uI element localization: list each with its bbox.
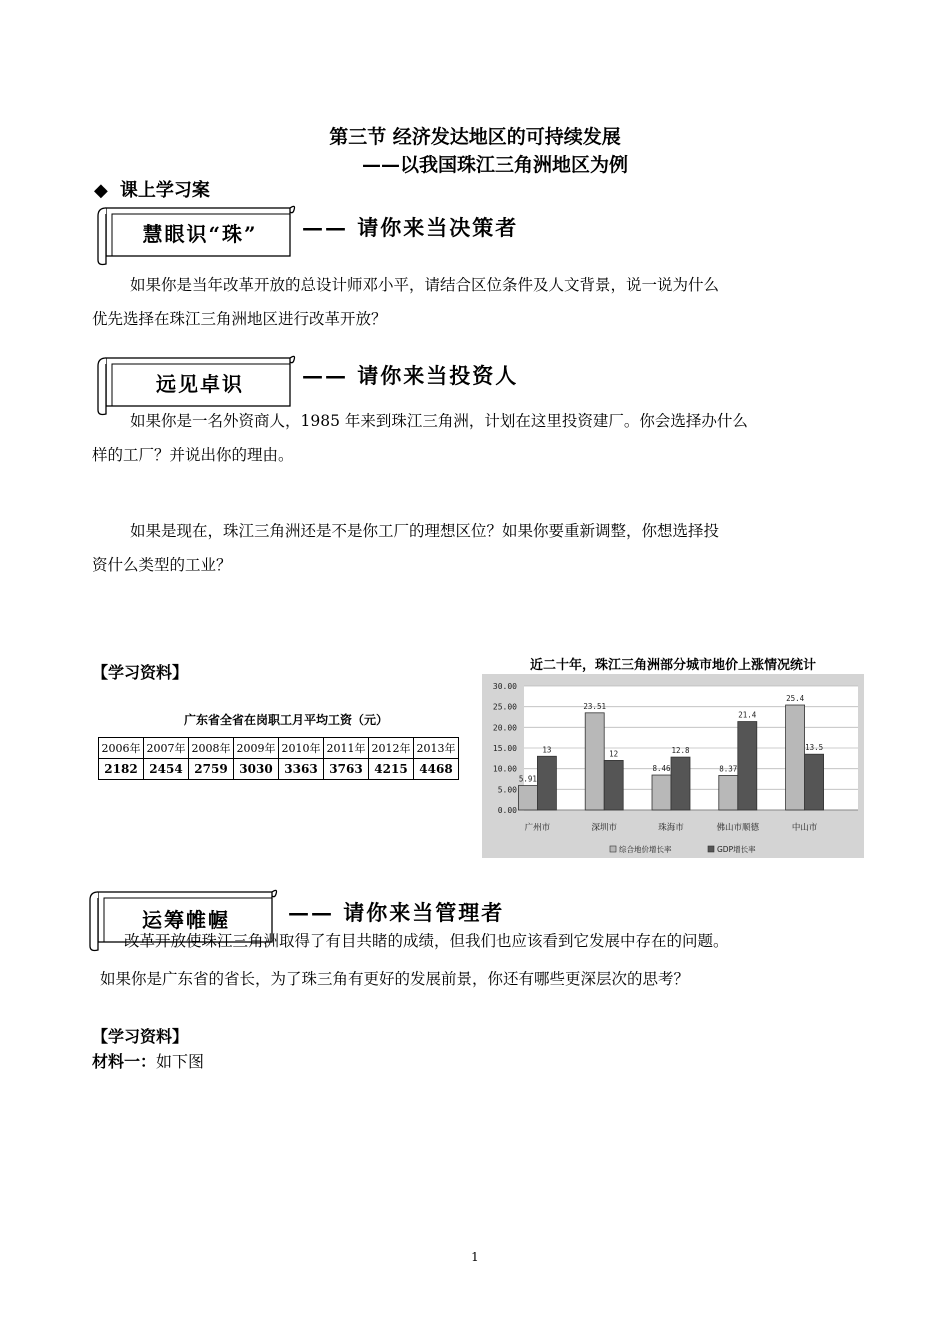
- data-label: 13: [542, 745, 552, 755]
- paragraph-line: 样的工厂？并说出你的理由。: [92, 446, 294, 464]
- paragraph-2: [92, 404, 862, 472]
- scroll-label: 远见卓识: [156, 372, 244, 396]
- table-cell: 2009年: [234, 738, 279, 759]
- y-tick-label: 30.00: [492, 682, 517, 691]
- section-heading: [94, 176, 210, 202]
- table-cell: 2013年: [414, 738, 459, 759]
- data-label: 8.37: [719, 764, 738, 774]
- material-item-text: 如下图: [156, 1052, 205, 1071]
- bar: [585, 713, 604, 810]
- legend-swatch: [708, 846, 714, 852]
- table-cell: 2006年: [99, 738, 144, 759]
- page-subtitle: ——以我国珠江三角洲地区为例: [362, 154, 629, 176]
- table-cell: 2759: [189, 759, 234, 780]
- data-label: 23.51: [583, 701, 606, 711]
- y-tick-label: 15.00: [492, 744, 517, 753]
- table-row: [99, 759, 459, 780]
- role-heading-1: —— 请你来当决策者: [302, 215, 519, 240]
- land-price-chart: [482, 674, 864, 858]
- table-caption: 广东省全省在岗职工月平均工资（元）: [183, 713, 388, 727]
- legend-swatch: [610, 846, 616, 852]
- table-cell: 2010年: [279, 738, 324, 759]
- table-cell: 3363: [279, 759, 324, 780]
- paragraph-1: [92, 268, 862, 336]
- material-item: [92, 1049, 204, 1072]
- paragraph-line: 优先选择在珠江三角洲地区进行改革开放？: [92, 310, 387, 328]
- section-label: 课上学习案: [119, 180, 210, 201]
- page-title: 第三节 经济发达地区的可持续发展: [329, 126, 621, 148]
- x-tick-label: 珠海市: [658, 823, 684, 833]
- x-tick-label: 深圳市: [591, 823, 617, 833]
- y-tick-label: 25.00: [492, 702, 517, 712]
- y-tick-label: 20.00: [492, 723, 517, 733]
- scroll-banner-2: [92, 352, 288, 408]
- data-label: 5.91: [518, 774, 537, 784]
- scroll-label: 运筹帷幄: [142, 908, 230, 932]
- paragraph-line: 如果你是广东省的省长，为了珠三角有更好的发展前景，你还有哪些更深层次的思考？: [100, 970, 690, 988]
- scroll-banner-1: [92, 202, 288, 258]
- role-heading-2: —— 请你来当投资人: [302, 363, 519, 388]
- table-cell: 2008年: [189, 738, 234, 759]
- data-label: 25.4: [786, 694, 805, 704]
- data-label: 8.46: [652, 764, 671, 774]
- paragraph-line: 如果你是一名外资商人，1985 年来到珠江三角洲，计划在这里投资建厂。你会选择办什么: [130, 412, 748, 430]
- table-cell: 3030: [234, 759, 279, 780]
- bar: [805, 754, 824, 810]
- chart-title: 近二十年，珠江三角洲部分城市地价上涨情况统计: [529, 658, 816, 673]
- x-tick-label: 佛山市顺德: [716, 823, 760, 833]
- table-cell: 2182: [99, 759, 144, 780]
- data-label: 21.4: [738, 710, 757, 720]
- data-label: 12: [609, 749, 619, 759]
- bar: [537, 756, 556, 810]
- data-label: 12.8: [671, 746, 690, 756]
- bar: [738, 722, 757, 810]
- table-cell: 3763: [324, 759, 369, 780]
- y-tick-label: 0.00: [497, 806, 517, 815]
- table-cell: 2012年: [369, 738, 414, 759]
- scroll-label: 慧眼识“珠”: [142, 222, 258, 246]
- wage-table: [98, 737, 459, 780]
- paragraph-3: [92, 514, 862, 582]
- legend-label: GDP增长率: [717, 845, 756, 854]
- table-cell: 4215: [369, 759, 414, 780]
- material-heading-1: 【学习资料】: [92, 663, 189, 682]
- role-heading-3: —— 请你来当管理者: [288, 900, 505, 925]
- material-item-label: 材料一：: [92, 1052, 157, 1071]
- paragraph-line: 资什么类型的工业？: [92, 556, 232, 574]
- y-tick-label: 10.00: [492, 764, 517, 774]
- x-tick-label: 广州市: [524, 823, 551, 833]
- bar: [604, 760, 623, 810]
- bar: [518, 786, 537, 810]
- paragraph-line: 改革开放使珠江三角洲取得了有目共睹的成绩，但我们也应该看到它发展中存在的问题。: [124, 932, 729, 950]
- paragraph-line: 如果是现在，珠江三角洲还是不是你工厂的理想区位？如果你要重新调整，你想选择投: [130, 522, 720, 540]
- bar: [786, 705, 805, 810]
- legend-label: 综合地价增长率: [619, 845, 672, 854]
- table-cell: 2011年: [324, 738, 369, 759]
- table-cell: 2007年: [144, 738, 189, 759]
- paragraph-4: [100, 922, 890, 998]
- table-cell: 2454: [144, 759, 189, 780]
- bar: [652, 775, 671, 810]
- y-tick-label: 5.00: [497, 785, 517, 795]
- table-cell: 4468: [414, 759, 459, 780]
- data-label: 13.5: [805, 743, 824, 753]
- bar: [671, 757, 690, 810]
- bar: [719, 775, 738, 810]
- diamond-bullet-icon: ◆: [94, 180, 108, 201]
- material-heading-2: 【学习资料】: [92, 1027, 189, 1046]
- x-tick-label: 中山市: [791, 823, 818, 833]
- page-number: 1: [471, 1250, 479, 1264]
- table-header-row: [99, 738, 459, 759]
- paragraph-line: 如果你是当年改革开放的总设计师邓小平，请结合区位条件及人文背景，说一说为什么: [130, 276, 720, 294]
